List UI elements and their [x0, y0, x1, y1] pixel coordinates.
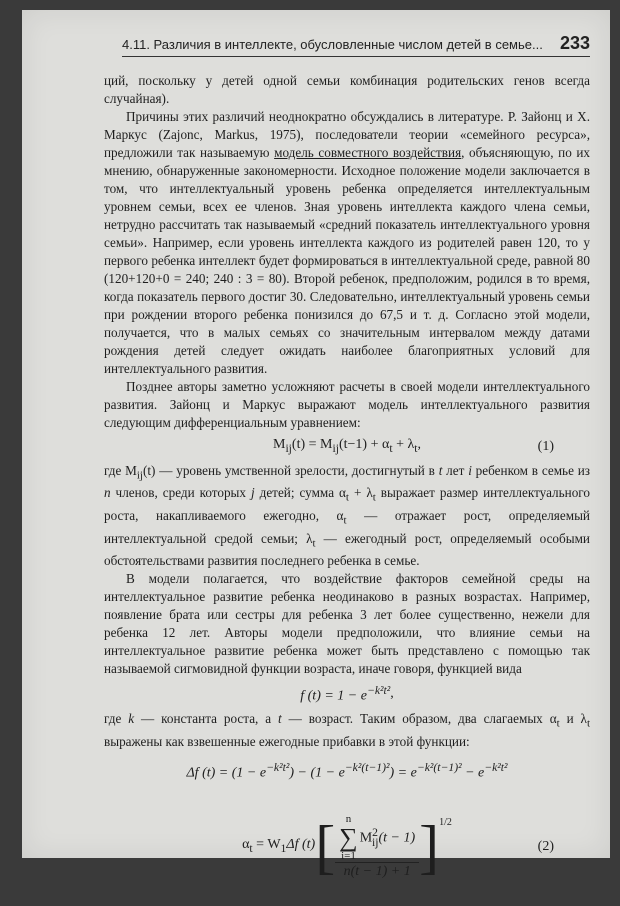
paragraph-complication: Позднее авторы заметно усложняют расчеты в своей модели интеллектуального развития. Зайонц и Маркус выражают модель интеллектуального развития следующим дифференциальным уравнением:: [104, 379, 590, 430]
equation-2: $\alpha_t = W_1\Delta f$ (t) [ n ∑ i=1 $M^2_{ij}(t - 1)$ n(t − 1) + 1 ] $^{1/2}$ (2): [242, 812, 554, 881]
paragraph-constants: где k — константа роста, а t — возраст. Таким образом, два слагаемых $\alpha_t$ и $\lambda_t$ выражены как взвешенные ежегодные прибавки в этой функции:: [104, 711, 591, 749]
equation-delta: Δf $(t) = (1 - e^{-k^2t^2}) - (1 - e^{-k^2(t-1)^2}) = e^{-k^2(t-1)^2} - e^{-k^2t^2}$: [186, 760, 508, 781]
equation-2-fraction: n ∑ i=1 $M^2_{ij}(t - 1)$ n(t − 1) + 1: [335, 814, 419, 881]
equation-number-1: (1): [537, 438, 554, 454]
right-bracket: ]: [419, 814, 440, 881]
book-page: [22, 10, 610, 881]
left-bracket: [: [315, 814, 336, 881]
equation-sigmoid: f $(t) = 1 - e^{-k^2t^2}$ ,: [300, 684, 394, 705]
paragraph-model-intro: Причины этих различий неоднократно обсуждались в литературе. Р. Зайонц и Х. Маркус (Zajonc, Markus, 1975), последователи теории «семейного ресурса», предложили так называемую модель совместного воздействия, объясняющую, по их мнению, обнаруженные закономерности. Исходное положение модели заключается в том, что интеллектуальный уровень ребенка определяется интеллектуальным уровнем семьи, всех ее членов. Зная уровень интеллекта каждого члена семьи, нетрудно рассчитать так называемый «средний показатель интеллектуального уровня семьи». Например, если уровень интеллекта каждого из родителей равен 120, то у первого ребенка интеллект будет формироваться в интеллектуальной среде, равной 80 (120+120+0 = 240; 240 : 3 = 80). Второй ребенок, предположим, родился в то время, когда показатель первого достиг 30. Следовательно, интеллектуальный уровень семьи при рождении второго ребенка понизился до 67,5 и т. д. Согласно этой модели, получается, что в малых семьях со значительным интервалом между датами рождения детей следует ожидать наиболее благоприятных условий для интеллектуального развития.: [104, 109, 591, 376]
page-number: 233: [559, 33, 590, 53]
paragraph-continuation: ций, поскольку у детей одной семьи комбинация родительских генов всегда случайная).: [104, 73, 590, 106]
paragraph-sigmoid: В модели полагается, что воздействие факторов семейной среды на интеллектуальное развитие ребенка неодинаково в разных возрастах. Например, появление брата или сестры для ребенка 3 лет более существенно, нежели для ребенка 12 лет. Авторы модели предположили, что влияние семьи на интеллектуальное развитие ребенка может быть представлено с помощью так называемой сигмовидной функции возраста, иначе говоря, функцией вида: [104, 571, 590, 677]
page-body: [104, 72, 590, 906]
running-header: [122, 30, 590, 57]
paragraph-definitions: где $M_{ij}(t)$ — уровень умственной зрелости, достигнутый в t лет i ребенком в семье из n членов, среди которых j детей; сумма $\alpha_t + \lambda_t$ выражает размер интеллектуального роста, накапливаемого ежегодно, $\alpha_t$ — отражает рост, определяемый интеллектуальной средой семьи; $\lambda_t$ — ежегодный рост, определяемый особыми обстоятельствами развития последнего ребенка в семье.: [104, 462, 591, 569]
underlined-term: модель совместного воздействия: [274, 145, 462, 160]
running-title: 4.11. Различия в интеллекте, обусловленные числом детей в семье...: [122, 37, 543, 52]
equation-1: $M_{ij}(t) = M_{ij}(t-1) + \alpha_t + \lambda_t$, (1): [272, 437, 554, 455]
equation-number-2: (2): [537, 839, 554, 855]
